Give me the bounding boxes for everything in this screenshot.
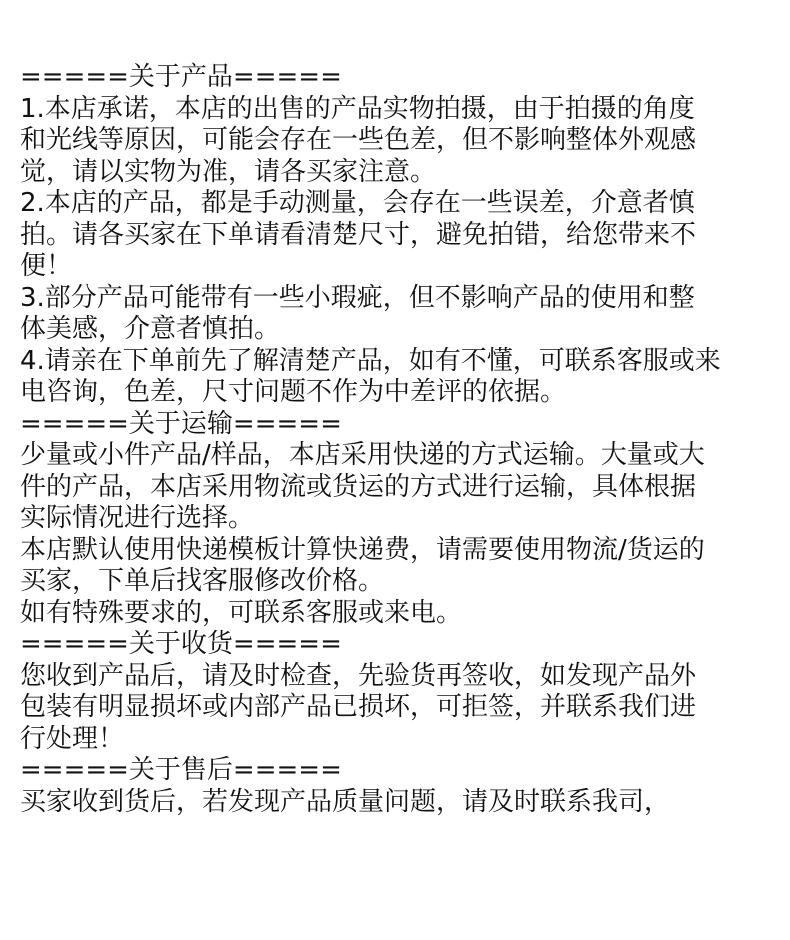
text-line: 便！ — [20, 251, 73, 281]
section-heading-shipping: =====关于运输===== — [20, 408, 342, 439]
store-policy-text — [20, 62, 772, 818]
text-line: 包装有明显损坏或内部产品已损坏，可拒签，并联系我们进 — [20, 692, 697, 722]
text-line: 少量或小件产品/样品，本店采用快递的方式运输。大量或大 — [20, 440, 705, 470]
text-line: 2.本店的产品，都是手动测量，会存在一些误差，介意者慎 — [20, 188, 695, 218]
section-heading-receipt: =====关于收货===== — [20, 629, 342, 659]
text-line: 本店默认使用快递模板计算快递费，请需要使用物流/货运的 — [20, 534, 705, 565]
text-line: 觉，请以实物为准，请各买家注意。 — [20, 156, 437, 187]
text-line: 电咨询，色差，尺寸问题不作为中差评的依据。 — [20, 377, 567, 407]
text-line: 拍。请各买家在下单请看清楚尺寸，避免拍错，给您带来不 — [20, 219, 697, 250]
text-line: 您收到产品后，请及时检查，先验货再签收，如发现产品外 — [20, 660, 697, 691]
text-line: 买家，下单后找客服修改价格。 — [20, 566, 385, 596]
section-heading-after-sales: =====关于售后===== — [20, 755, 342, 785]
text-line: 1.本店承诺，本店的出售的产品实物拍摄，由于拍摄的角度 — [20, 93, 695, 124]
text-line: 和光线等原因，可能会存在一些色差，但不影响整体外观感 — [20, 125, 697, 155]
text-line: 件的产品，本店采用物流或货运的方式进行运输，具体根据 — [20, 471, 697, 502]
text-line: 3.部分产品可能带有一些小瑕疵，但不影响产品的使用和整 — [20, 282, 695, 313]
text-line: 如有特殊要求的，可联系客服或来电。 — [20, 597, 463, 628]
text-line: 4.请亲在下单前先了解清楚产品，如有不懂，可联系客服或来 — [20, 345, 721, 376]
section-heading-product: =====关于产品===== — [20, 62, 342, 92]
text-line: 实际情况进行选择。 — [20, 503, 255, 533]
text-line: 体美感，介意者慎拍。 — [20, 314, 281, 344]
text-line: 行处理！ — [20, 723, 125, 754]
text-line: 买家收到货后，若发现产品质量问题，请及时联系我司， — [20, 786, 671, 817]
